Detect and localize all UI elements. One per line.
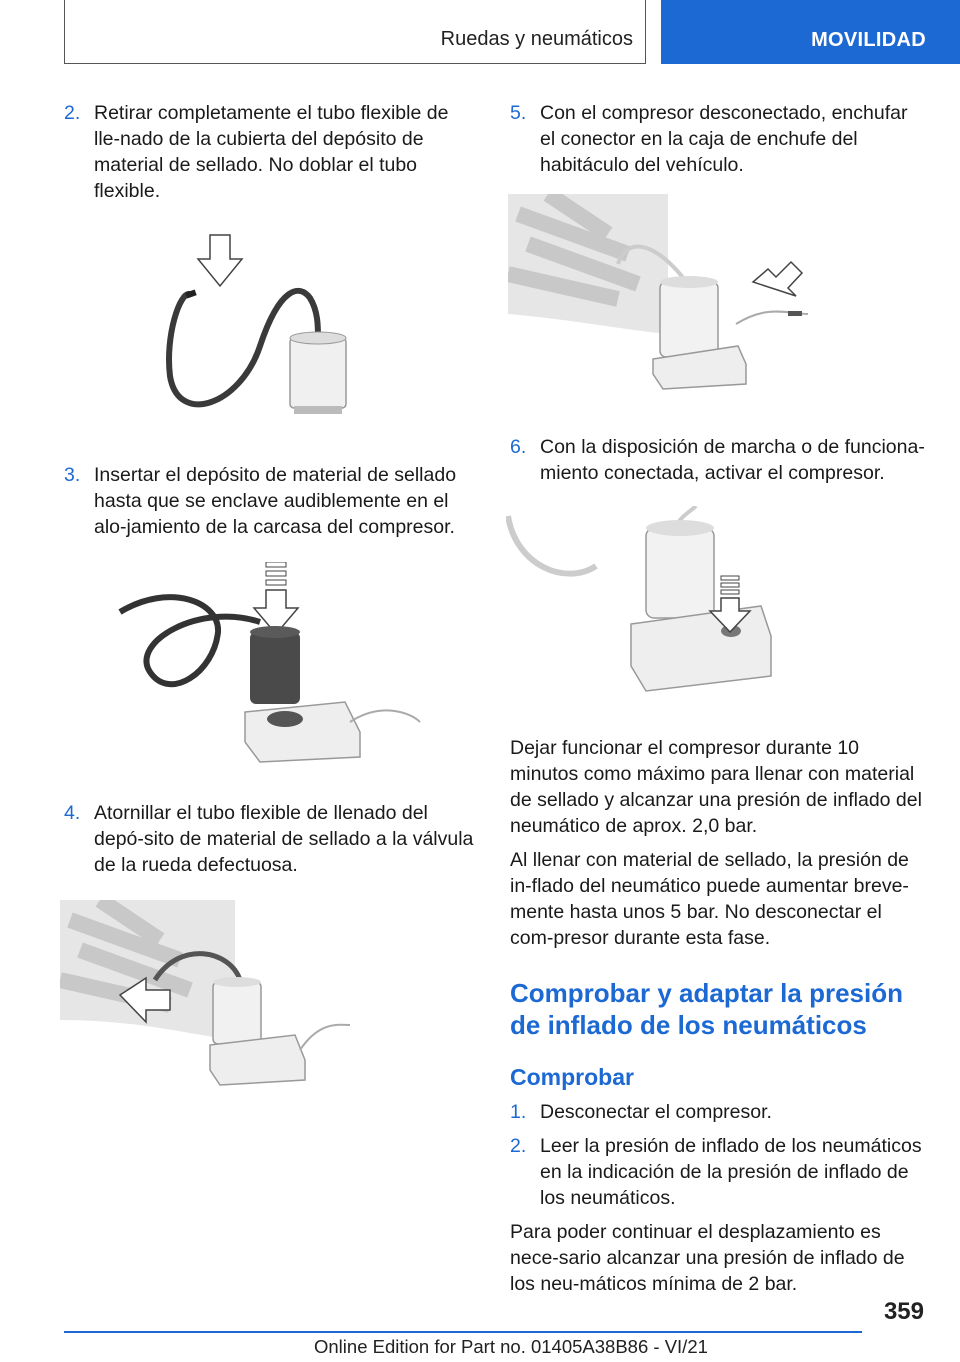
step-text: Retirar completamente el tubo flexible de lle‐nado de la cubierta del depósito de material de sellado. No doblar el tubo flexible. xyxy=(94,102,449,202)
footer-divider xyxy=(64,1331,862,1333)
step-4-screw-hose xyxy=(64,800,476,878)
compressor-shape xyxy=(631,606,771,691)
figure-valve-connection xyxy=(60,900,380,1090)
step-number: 5. xyxy=(510,102,527,124)
sealant-container-shape xyxy=(250,632,300,704)
check-step-1 xyxy=(510,1099,928,1125)
arrow-down-icon xyxy=(198,235,242,286)
step-3-insert-container xyxy=(64,462,476,540)
arrow-diagonal-icon xyxy=(753,262,802,296)
check-step-2 xyxy=(510,1133,928,1211)
paragraph-duration: Dejar funcionar el compresor durante 10 minutos como máximo para llenar con material de sellado y alcanzar una presión de inflado del neumático de aprox. 2,0 bar. xyxy=(510,737,922,837)
figure-container-insertion xyxy=(110,562,430,772)
step-6-activate-compressor xyxy=(510,434,928,486)
step-number: 2. xyxy=(510,1135,527,1157)
figure-compressor-activation xyxy=(506,506,796,701)
footer-edition-text: Online Edition for Part no. 01405A38B86 - VI/21 xyxy=(314,1336,708,1357)
step-number: 4. xyxy=(64,802,81,824)
compressor-shape xyxy=(245,702,360,762)
sealant-container-shape xyxy=(660,282,718,357)
figure-plug-connection xyxy=(508,194,858,394)
step-text: Con la disposición de marcha o de funciona‐miento conectada, activar el compresor. xyxy=(540,436,925,484)
header-chapter-tab[interactable] xyxy=(661,0,960,64)
section-heading: Comprobar y adaptar la presión de inflado de los neumáticos xyxy=(510,978,903,1040)
header-box xyxy=(64,0,646,64)
sealant-bottle-shape xyxy=(290,338,346,408)
sealant-container-shape xyxy=(213,982,261,1044)
paragraph-minimum-pressure: Para poder continuar el desplazamiento es nece‐sario alcanzar una presión de inflado de los neu‐máticos mínima de 2 bar. xyxy=(510,1221,905,1295)
step-5-plug-connector xyxy=(510,100,928,178)
left-column xyxy=(64,100,476,1090)
hose-shape xyxy=(120,597,260,684)
step-text: Leer la presión de inflado de los neumáticos en la indicación de la presión de inflado de los neumáticos. xyxy=(540,1135,922,1209)
paragraph-pressure-warning: Al llenar con material de sellado, la presión de in‐flado del neumático puede aumentar breve‐mente hasta unos 5 bar. No desconectar el com‐presor durante esta fase. xyxy=(510,849,909,949)
sealant-container-shape xyxy=(646,528,714,618)
subheading-comprobar: Comprobar xyxy=(510,1064,634,1090)
right-column xyxy=(510,100,928,1305)
duration-paragraphs xyxy=(510,735,928,951)
step-text: Desconectar el compresor. xyxy=(540,1101,772,1123)
step-text: Atornillar el tubo flexible de llenado del depó‐sito de material de sellado a la válvula de la rueda defectuosa. xyxy=(94,802,474,876)
step-text: Insertar el depósito de material de sellado hasta que se enclave audiblemente en el alo‐jamiento de la carcasa del compresor. xyxy=(94,464,457,538)
step-number: 3. xyxy=(64,464,81,486)
page-number: 359 xyxy=(883,1298,924,1325)
figure-hose-removal xyxy=(150,226,390,426)
step-2-remove-hose xyxy=(64,100,476,204)
step-text: Con el compresor desconectado, enchufar el conector en la caja de enchufe del habitáculo del vehículo. xyxy=(540,102,908,176)
step-number: 2. xyxy=(64,102,81,124)
step-number: 1. xyxy=(510,1101,527,1123)
header-section-title: Ruedas y neumáticos xyxy=(440,28,633,50)
step-number: 6. xyxy=(510,436,527,458)
header-chapter-label: MOVILIDAD xyxy=(811,29,926,51)
